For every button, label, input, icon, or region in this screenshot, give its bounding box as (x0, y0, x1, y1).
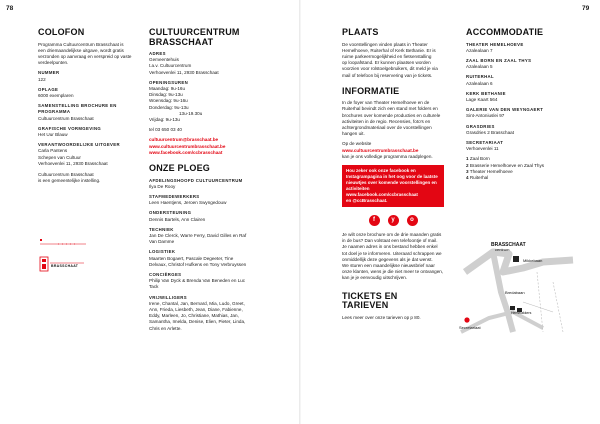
cultuurcentrum-title-line2: BRASSCHAAT (149, 36, 214, 47)
legend-num: 2 (466, 162, 469, 168)
openingsuren-label: OPENINGSUREN (149, 79, 189, 85)
callout-line: Hou zeker ook onze facebook en (346, 168, 416, 174)
venue-address: Verhoevenlei 11 (466, 146, 499, 152)
plaats-line: op loopafstand. Er kunnen plaatsen worden (342, 60, 431, 66)
social-icons (342, 215, 444, 226)
nummer-value: 122 (38, 76, 46, 82)
venue-label: RUITERHAL (466, 74, 494, 80)
venue-label: GALERIE VAN DEN WEYNGAERT (466, 107, 544, 113)
plaats-title: PLAATS (342, 27, 379, 37)
venue-address: Lage Kaart 564 (466, 96, 498, 102)
venue-label: THEATER HEMELHOEVE (466, 41, 524, 47)
samenstelling-value: Cultuurcentrum Brasschaat (38, 115, 94, 121)
ploeg-label: STAFMEDEWERKERS (149, 193, 200, 199)
legend-num: 1 (466, 156, 469, 162)
callout-line: Instagrampagina in het oog voor de laatste (346, 174, 438, 180)
informatie-line: activiteiten in de regio. Recensies, foto's en (342, 118, 431, 124)
venue-label: GRASDRIES (466, 123, 495, 129)
ploeg-label: ONDERSTEUNING (149, 210, 192, 216)
legend-num: 4 (466, 174, 469, 180)
cultuurcentrum-column (149, 28, 284, 332)
ploeg-value: Maarten Bogaert, Pascale Degeeter, Tine (149, 255, 234, 261)
mail-line: Je wilt onze brochure om de drie maanden gratis (342, 232, 442, 238)
mail-line: tot doel je te informeren. Uiteraard schrappen we (342, 250, 442, 256)
accommodatie-title: ACCOMMODATIE (466, 27, 544, 37)
adres-line: Gemeentehuis (149, 57, 179, 63)
plaats-line: ruime parkeermogelijkheid en fietsenstalling (342, 53, 432, 59)
legend-text: Brasserie Hemelhoeve en Zaal Thys (469, 162, 545, 168)
accommodatie-column (466, 28, 581, 181)
ploeg-value: Dennis Bartels, Ann Clairen (149, 216, 206, 222)
ploeg-value: Ilya De Rooy (149, 183, 176, 189)
uren-line: Woensdag: 9u-16u (149, 98, 188, 104)
legend-text: Ruiterhal (469, 174, 489, 180)
ploeg-label: VRIJWILLIGERS (149, 294, 187, 300)
colofon-intro-line: een driemaandelijkse uitgave, wordt gratis (38, 47, 124, 53)
ploeg-label: CONCIËRGES (149, 271, 182, 277)
legend-item (466, 175, 581, 181)
adres-line: Verhoevenlei 11, 2930 Brasschaat (149, 69, 219, 75)
ploeg-label: AFDELINGSHOOFD CULTUURCENTRUM (149, 177, 243, 183)
uitgever-line: Verhoevenlei 11, 2930 Brasschaat (38, 160, 108, 166)
social-callout-box (342, 165, 444, 207)
informatie-line: hangen uit. (342, 131, 365, 137)
uren-line: 13u-19.30u (179, 110, 203, 116)
colofon-intro-line: verdeelpunten. (38, 60, 69, 66)
uren-line: Donderdag: 9u-13u (149, 104, 189, 110)
vormgeving-value: Het Uur Blauw (38, 131, 68, 137)
path-dashed (537, 272, 543, 332)
uitgever-label: VERANTWOORDELIJKE UITGEVER (38, 142, 120, 148)
uitgever-line: Carla Pantens (38, 148, 68, 154)
venue-address: Sint-Antoniuslei 97 (466, 113, 505, 119)
vormgeving-label: GRAFISCHE VORMGEVING (38, 125, 102, 131)
path-dashed (553, 282, 563, 332)
email-link[interactable]: cultuurcentrum@brasschaat.be (149, 137, 219, 143)
mail-line: in de bus? Dan volstaat een telefoontje of mail. (342, 238, 438, 244)
uren-line: Dinsdag: 9u-13u (149, 92, 183, 98)
colofon-intro-line: verzonden op aanvraag en verspreid op vaste (38, 53, 132, 59)
nummer-label: NUMMER (38, 70, 60, 76)
uren-line: Maandag: 9u-16u (149, 86, 186, 92)
venue-label: ZAAL BORN EN ZAAL THYS (466, 57, 532, 63)
informatie-line: achtergrondmateriaal over de voorstellingen (342, 125, 432, 131)
colofon-footer-line: Cultuurcentrum Brasschaat (38, 171, 94, 177)
mail-line: onmiddellijk deze gegevens als je dat wenst. (342, 256, 433, 262)
ploeg-value: Irene, Chantal, Jan, Bernard, Mia, Ludo, Greet, (149, 300, 245, 306)
ploeg-value: Jan De Clerck, Warre Ferry, David Gilles en Raf (149, 232, 247, 238)
page-number-right: 79 (582, 5, 590, 12)
informatie-web-suffix: kan je ons volledige programma raadplegen. (342, 153, 433, 159)
legend-text: Theater Hemelhoeve (469, 168, 513, 174)
map-legend (466, 156, 581, 181)
page-number-left: 78 (6, 5, 14, 12)
colofon-intro-line: Programma Cultuurcentrum Brasschaat is (38, 41, 124, 47)
samenstelling-label: SAMENSTELLING BROCHURE EN PROGRAMMA (38, 103, 117, 115)
ploeg-label: TECHNIEK (149, 226, 174, 232)
mail-line: Je naamen adres in ons bestand hebben enkel (342, 244, 438, 250)
ploeg-title: ONZE PLOEG (149, 163, 211, 174)
instagram-icon[interactable]: o (407, 215, 418, 226)
callout-line: nieuwtjes over komende voorstellingen en (346, 180, 437, 186)
ploeg-value: Chris en Arlette. (149, 325, 182, 331)
plaats-line: mail of telefoon bij reservering van je tickets. (342, 72, 433, 78)
adres-line: t.a.v. Cultuurcentrum (149, 63, 192, 69)
youtube-icon[interactable]: y (388, 215, 399, 226)
map-label-secretariaat: Secretariaat (459, 325, 481, 330)
facebook-link[interactable]: www.facebook.com/ccbrasschaat (149, 149, 223, 155)
map-label-bredabaan: Bredabaan (505, 290, 525, 295)
website-link[interactable]: www.cultuurcentrumbrasschaat.be (149, 143, 226, 149)
tickets-title: TICKETS EN TARIEVEN (342, 290, 398, 311)
mail-line: onze klanten, wens je die niet meer te ontvangen, (342, 269, 444, 275)
brasschaat-logo-small (38, 236, 88, 248)
ploeg-value: Tack (149, 284, 159, 290)
legend-num: 3 (466, 168, 469, 174)
secretariaat-pin-icon (464, 317, 469, 322)
uitgever-line: Schepen van Cultuur (38, 154, 81, 160)
ploeg-value: Philip Van Dyck & Brenda Van Beneden en Luc (149, 278, 246, 284)
colofon-footer-line: is een gemeentelijke instelling. (38, 178, 101, 184)
plaats-line: De voorstellingen vinden plaats in Theater (342, 41, 428, 47)
uren-line: Vrijdag: 9u-13u (149, 117, 180, 123)
callout-line: activiteiten www.facebook.com/ccbrasschaat (346, 186, 418, 198)
adres-label: ADRES (149, 51, 166, 56)
cultuurcentrum-title-line1: CULTUURCENTRUM (149, 27, 240, 37)
informatie-title: INFORMATIE (342, 85, 400, 96)
colofon-intro (38, 42, 138, 67)
map-label-centrum-sub: centrum (495, 247, 510, 252)
venue-address: Azalealaan 6 (466, 80, 493, 86)
map-label-hemelakkers: Hemelakkers (511, 311, 532, 315)
informatie-website (342, 141, 444, 153)
oplage-value: 6000 exemplaren (38, 92, 74, 98)
centrum-building (513, 256, 519, 262)
callout-line: en @ccBrasschaat. (346, 198, 388, 204)
informatie-website-link[interactable]: www.cultuurcentrumbrasschaat.be (342, 147, 419, 153)
ploeg-value: Van Damme (149, 239, 175, 245)
telephone: tel 03 650 03 40 (149, 127, 182, 133)
mail-line: kan je je eenvoudig uitschrijven. (342, 275, 408, 281)
ploeg-value: Eddy, Marleen, Jo, Christiane, Mathias, Jan, (149, 313, 239, 319)
informatie-line: In de foyer van Theater Hemelhoeve en de (342, 100, 430, 106)
ploeg-value: Samantha, Imelda, Denise, Elien, Pieter, Linda, (149, 319, 246, 325)
informatie-line: brochures over komende producties en culturele (342, 112, 441, 118)
facebook-icon[interactable]: f (369, 215, 380, 226)
plaats-line: voorzien voor rolstoelgebruikers, dit meld je via (342, 66, 438, 72)
legend-text: Zaal Born (469, 156, 490, 162)
venue-label: KERK BETHANIE (466, 90, 506, 96)
cultuurcentrum-title (149, 28, 284, 47)
ploeg-value: Leen Haentjens, Jeroen Swyngedouw (149, 200, 227, 206)
oplage-label: OPLAGE (38, 86, 59, 92)
plaats-line: Hemelhoeve, Ruiterhal of Kerk Bethanie. Er is (342, 47, 436, 53)
venue-address: Grasdries 2 Brasschaat (466, 129, 514, 135)
page-gutter (299, 0, 301, 424)
ploeg-label: LOGISTIEK (149, 249, 176, 255)
colofon-column (38, 28, 138, 184)
venue-label: SECRETARIAAT (466, 139, 504, 145)
location-map (453, 232, 575, 344)
informatie-line: Ruiterhal bevindt zich een stand met folders en (342, 106, 438, 112)
tickets-text: Lees meer over onze tarieven op p 80. (342, 314, 421, 320)
mail-line: We sturen een maandelijkse nieuwsbrief naar (342, 263, 435, 269)
logo-wordmark: BRASSCHAAT (51, 264, 79, 268)
ploeg-value: Delvaux, Christof Hufkens en Tony Verbruyssen (149, 261, 247, 267)
ploeg-value: Ann, Frieda, Liesbeth, Jean, Diane, Fabienne, (149, 307, 243, 312)
map-label-centrum: BRASSCHAAT (491, 242, 526, 248)
venue-address: Azalealaan 5 (466, 64, 493, 70)
venue-building (510, 306, 515, 310)
colofon-title: COLOFON (38, 27, 85, 37)
venue-address: Azalealaan 7 (466, 47, 493, 53)
plaats-column (342, 28, 444, 321)
map-label-mikkebaan: Mikkebaan (523, 258, 543, 263)
web-prefix: Op de website (342, 141, 372, 147)
